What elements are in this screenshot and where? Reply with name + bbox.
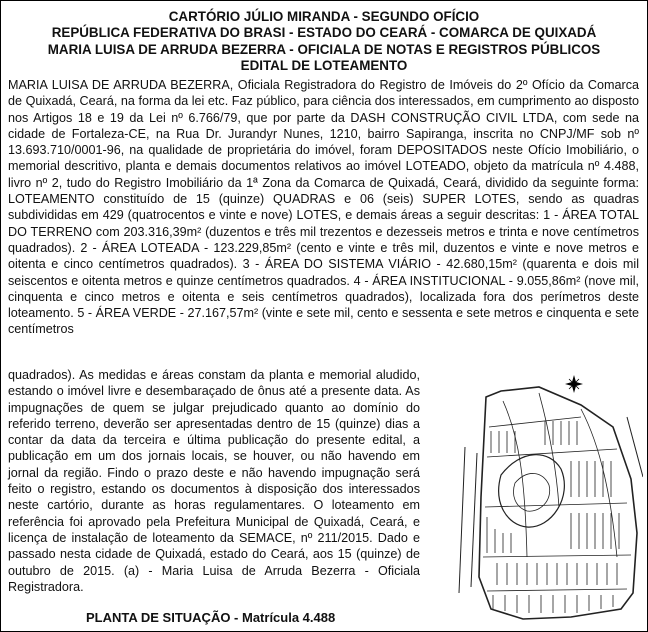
office-name: CARTÓRIO JÚLIO MIRANDA - SEGUNDO OFÍCIO [168,9,480,24]
notice-body-top: MARIA LUISA DE ARRUDA BEZERRA, Oficiala Registradora do Registro de Imóveis do 2º Ofício da Comarca de Quixadá, Ceará, na forma da lei etc. Faz público, para ciência dos interessados, em cumprimento ao disposto nos Artigos 18 e 19 da Lei nº 6.766/79, que por parte da DASH CONSTRUÇÃO CIVIL LTDA, com sede na cidade de Fortaleza-CE, na Rua Dr. Jurandyr Nunes, 1210, bairro Sapiranga, inscrita no CNPJ/MF sob nº 13.693.710/0001-96, na qualidade de proprietária do imóvel, foram DEPOSITADOS neste Ofício Imobiliário, o memorial descritivo, planta e demais documentos relativos ao imóvel LOTEADO, objeto da matrícula nº 4.488, livro nº 2, tudo do Registro Imobiliário da 1ª Zona da Comarca de Quixadá, Ceará, dividido da seguinte forma: LOTEAMENTO constituído de 15 (quinze) QUADRAS e 06 (seis) SUPER LOTES, sendo as quadras subdivididas em 429 (quatrocentos e vinte e nove) LOTES, e demais áreas a seguir descritas: 1 - ÁREA TOTAL DO TERRENO com 203.316,39m² (duzentos e três mil trezentos e dezesseis metros e trinta e nove centímetros quadrados). 2 - ÁREA LOTEADA - 123.229,85m² (cento e vinte e três mil, duzentos e vinte e nove metros e oitenta e cinco centímetros quadrados). 3 - ÁREA DO SISTEMA VIÁRIO - 42.680,15m² (quarenta e dois mil seiscentos e oitenta metros e quinze centímetros quadrados. 4 - ÁREA INSTITUCIONAL - 9.055,86m² (nove mil, cinquenta e cinco metros e oitenta e seis centímetros quadrados), localizada fora dos perímetros deste loteamento. 5 - ÁREA VERDE - 27.167,57m² (vinte e sete mil, cento e sessenta e sete metros e cinquenta e sete centímetros [8,78,639,337]
subdivision-plan [459,387,643,619]
notice-title: EDITAL DE LOTEAMENTO [240,58,408,73]
site-plan-caption: PLANTA DE SITUAÇÃO - Matrícula 4.488 [86,610,336,625]
registrar-line: MARIA LUISA DE ARRUDA BEZERRA - OFICIALA DE NOTAS E REGISTROS PÚBLICOS [47,42,601,57]
notice-body-column: quadrados). As medidas e áreas constam da planta e memorial aludido, estando o imóvel livre e desembaraçado de ônus até a presente data. As impugnações de quem se julgar prejudicado quanto ao domínio do referido terreno, deverão ser apresentadas dentro de 15 (quinze) dias a contar da data da terceira e última publicação do presente edital, a publicação em um dos jornais locais, se houver, ou não havendo em jornal da região. Findo o prazo deste e não havendo impugnação será feito o registro, estando os documentos à disposição dos interessados neste cartório, durante as horas regulamentares. O loteamento em referência foi aprovado pela Prefeitura Municipal de Quixadá, Ceará, e licença de instalação de loteamento da SEMACE, nº 211/2015. Dado e passado nesta cidade de Quixadá, estado do Ceará, aos 15 (quinze) de outubro de 2015. (a) - Maria Luisa de Arruda Bezerra - Oficiala Registradora. [8,368,420,594]
jurisdiction-line: REPÚBLICA FEDERATIVA DO BRASI - ESTADO DO CEARÁ - COMARCA DE QUIXADÁ [51,25,597,40]
north-arrow-icon [565,375,583,393]
site-plan-map [431,357,643,629]
